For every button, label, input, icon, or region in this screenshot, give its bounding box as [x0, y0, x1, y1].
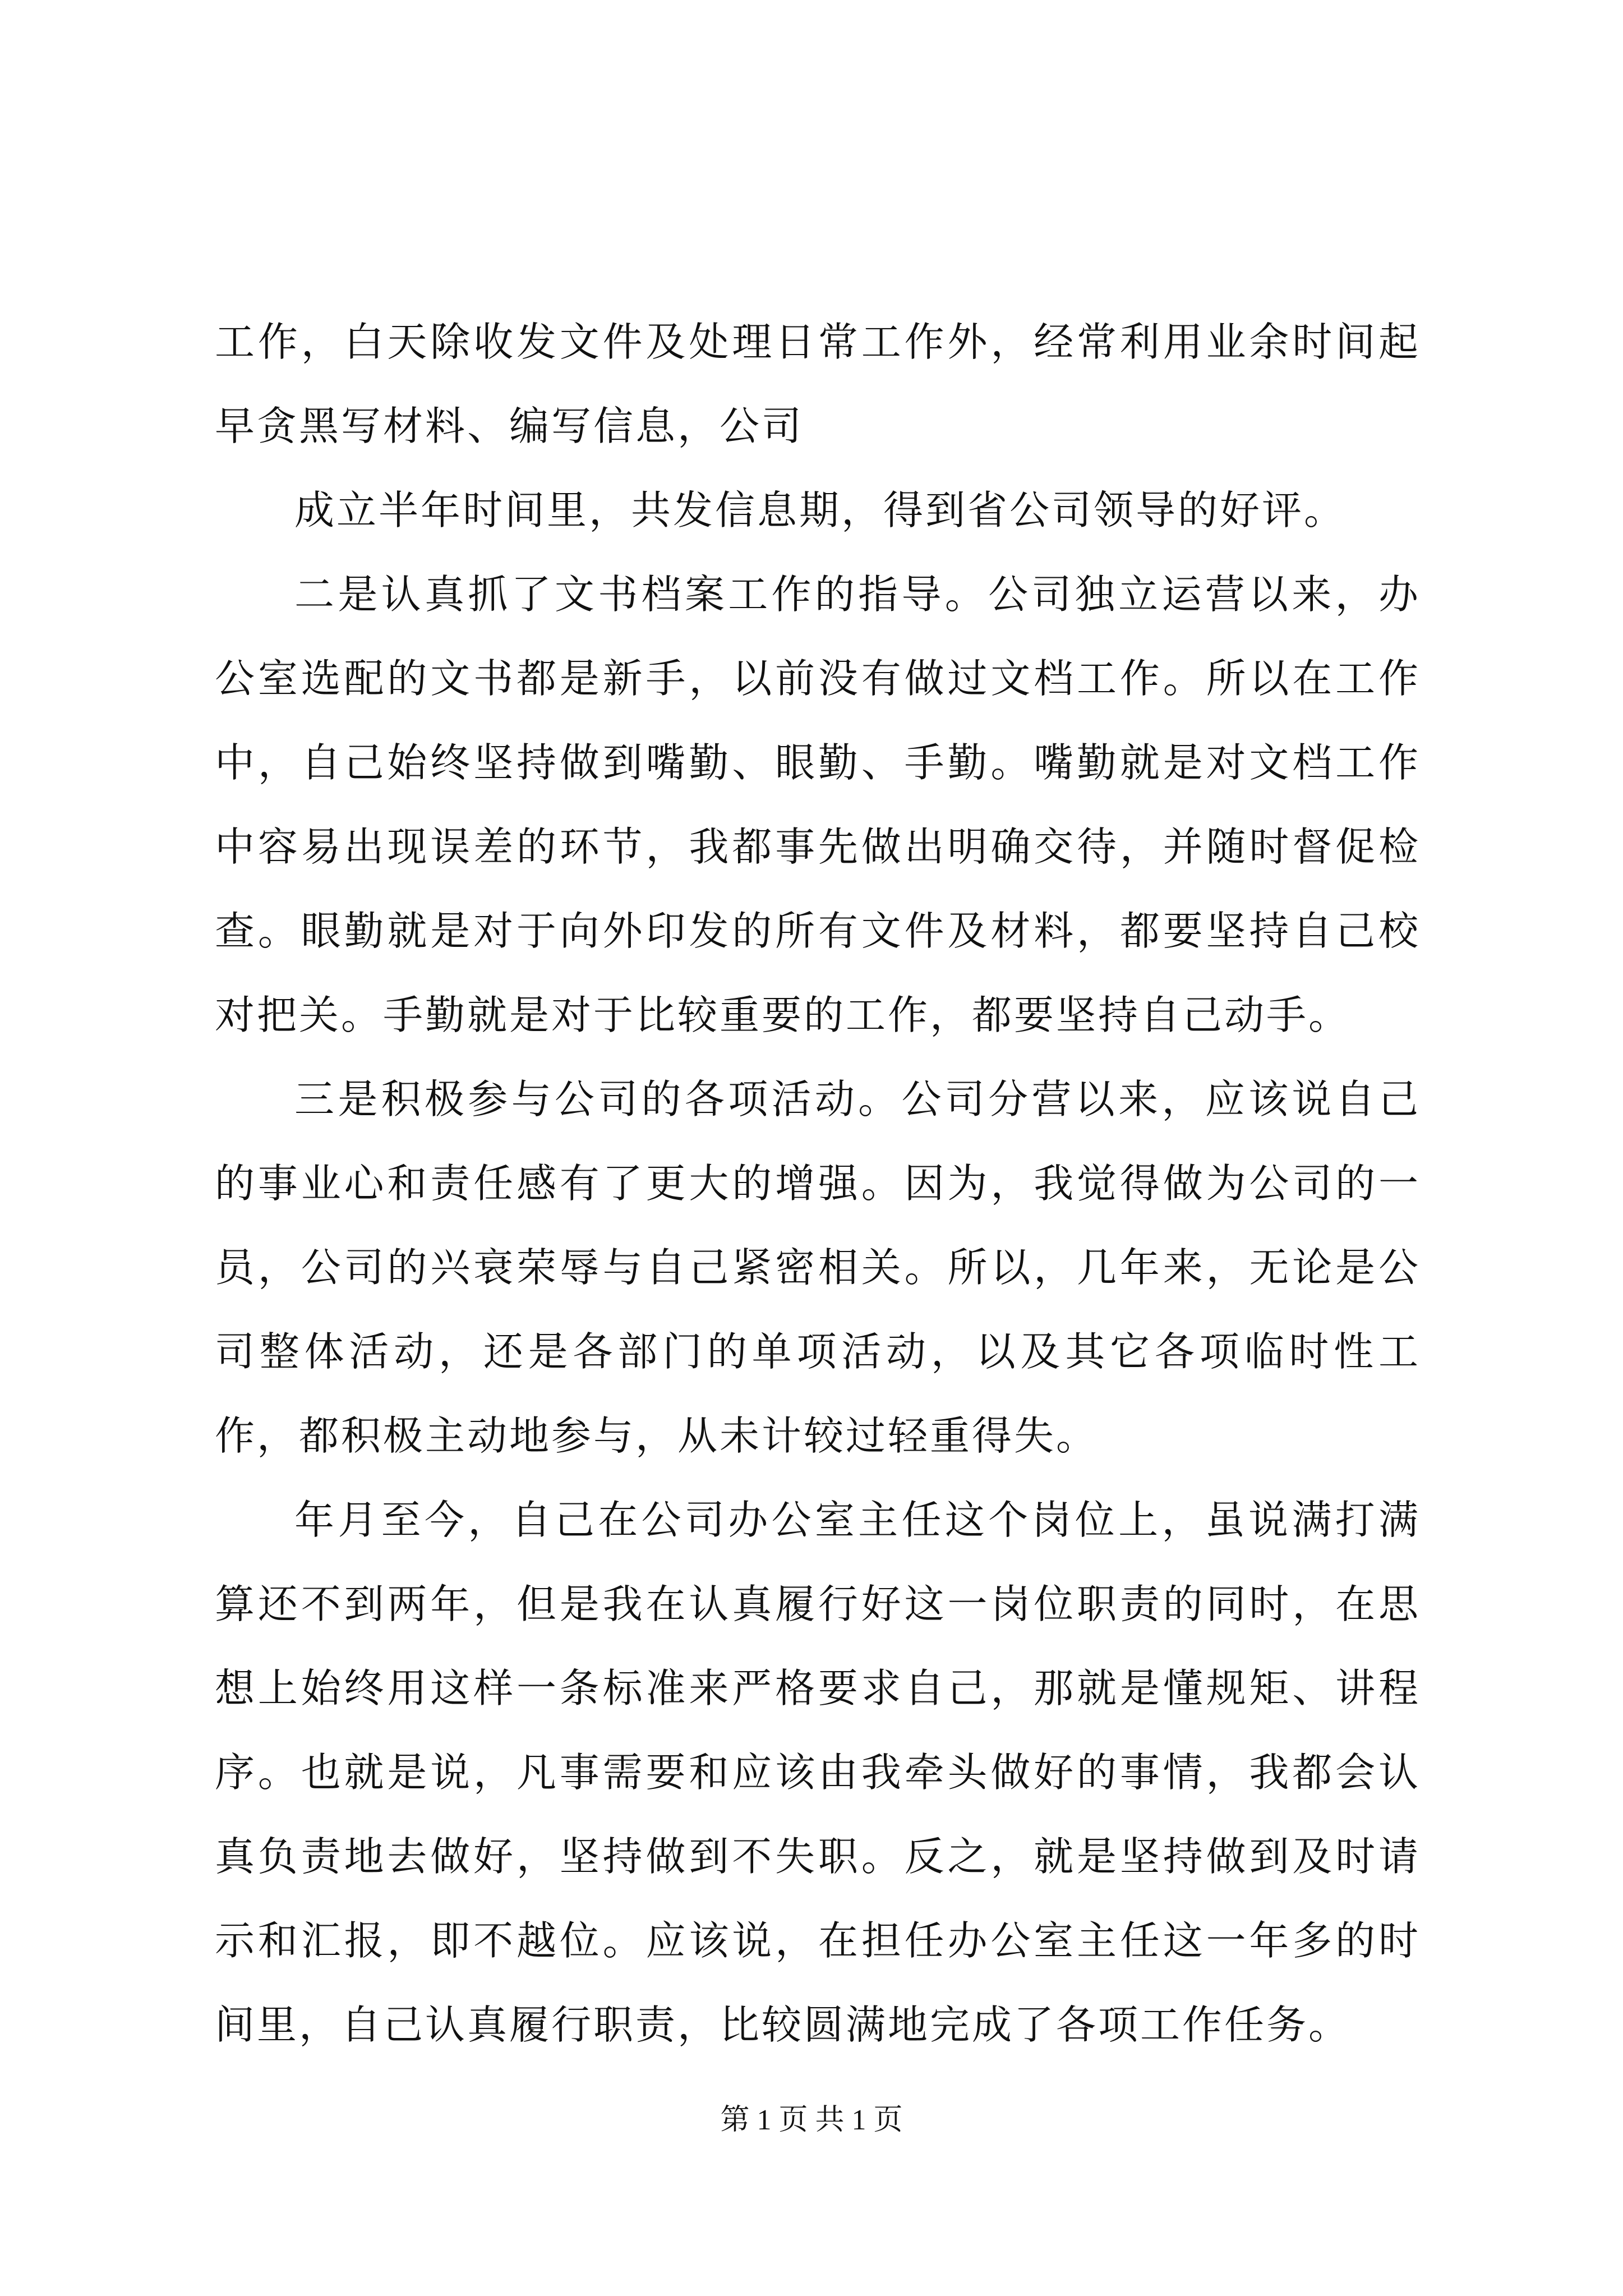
paragraph-archive-guidance: 二是认真抓了文书档案工作的指导。公司独立运营以来，办公室选配的文书都是新手，以前没有做过文档工作。所以在工作中，自己始终坚持做到嘴勤、眼勤、手勤。嘴勤就是对文档工作中容易出现误差的环节，我都事先做出明确交待，并随时督促检查。眼勤就是对于向外印发的所有文件及材料，都要坚持自己校对把关。手勤就是对于比较重要的工作，都要坚持自己动手。 — [215, 571, 1421, 1038]
paragraph-company-activities: 三是积极参与公司的各项活动。公司分营以来，应该说自己的事业心和责任感有了更大的增强。因为，我觉得做为公司的一员，公司的兴衰荣辱与自己紧密相关。所以，几年来，无论是公司整体活动，还是各部门的单项活动，以及其它各项临时性工作，都积极主动地参与，从未计较过轻重得失。 — [215, 1076, 1421, 1459]
document-body — [215, 300, 1421, 2067]
paragraph-summary: 成立半年时间里，共发信息期，得到省公司领导的好评。 — [294, 487, 1347, 533]
paragraph-continued: 工作，白天除收发文件及处理日常工作外，经常利用业余时间起早贪黑写材料、编写信息，公司 — [215, 319, 1421, 449]
paragraph-office-director-role: 年月至今，自己在公司办公室主任这个岗位上，虽说满打满算还不到两年，但是我在认真履行好这一岗位职责的同时，在思想上始终用这样一条标准来严格要求自己，那就是懂规矩、讲程序。也就是说，凡事需要和应该由我牵头做好的事情，我都会认真负责地去做好，坚持做到不失职。反之，就是坚持做到及时请示和汇报，即不越位。应该说，在担任办公室主任这一年多的时间里，自己认真履行职责，比较圆满地完成了各项工作任务。 — [215, 1497, 1421, 2048]
page-footer: 第 1 页 共 1 页 — [720, 2104, 903, 2136]
